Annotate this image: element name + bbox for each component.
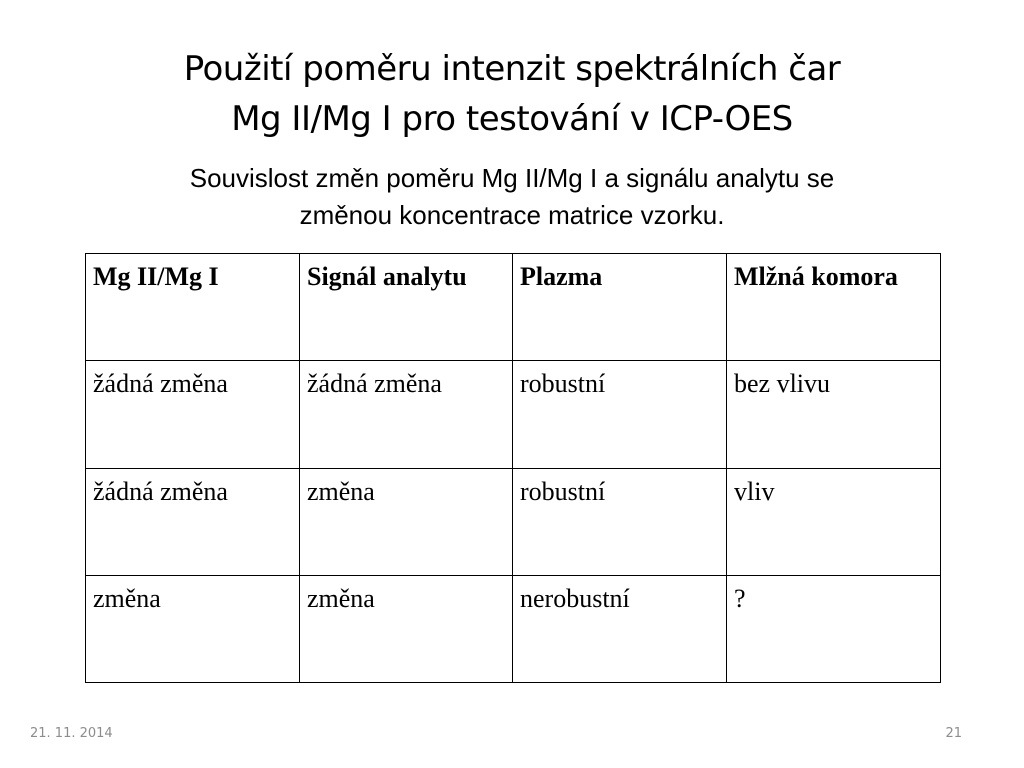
table-cell: bez vlivu (727, 361, 941, 468)
table-cell: žádná změna (86, 468, 300, 575)
table-header-cell: Mlžná komora (727, 254, 941, 361)
table-header-cell: Plazma (513, 254, 727, 361)
footer-page-number: 21 (945, 726, 962, 741)
table-cell: změna (300, 468, 513, 575)
footer-date: 21. 11. 2014 (30, 726, 113, 741)
table-cell: změna (86, 575, 300, 682)
slide-title-line-2: Mg II/Mg I pro testování v ICP-OES (231, 99, 793, 139)
table-cell: ? (727, 575, 941, 682)
table-header-cell: Signál analytu (300, 254, 513, 361)
slide-subtitle-line-1: Souvislost změn poměru Mg II/Mg I a signálu analytu se (189, 163, 835, 193)
table-cell: nerobustní (513, 575, 727, 682)
table-cell: změna (300, 575, 513, 682)
table-cell: robustní (513, 361, 727, 468)
comparison-table (85, 253, 941, 683)
table-row (86, 361, 941, 468)
slide-title (60, 44, 964, 144)
table-row (86, 468, 941, 575)
table-cell: žádná změna (86, 361, 300, 468)
table-header-cell: Mg II/Mg I (86, 254, 300, 361)
slide-subtitle (60, 160, 964, 234)
table-row (86, 575, 941, 682)
table-cell: robustní (513, 468, 727, 575)
table-cell: vliv (727, 468, 941, 575)
slide-subtitle-line-2: změnou koncentrace matrice vzorku. (299, 200, 725, 230)
table-header-row (86, 254, 941, 361)
slide-title-line-1: Použití poměru intenzit spektrálních čar (183, 49, 841, 89)
table-cell: žádná změna (300, 361, 513, 468)
